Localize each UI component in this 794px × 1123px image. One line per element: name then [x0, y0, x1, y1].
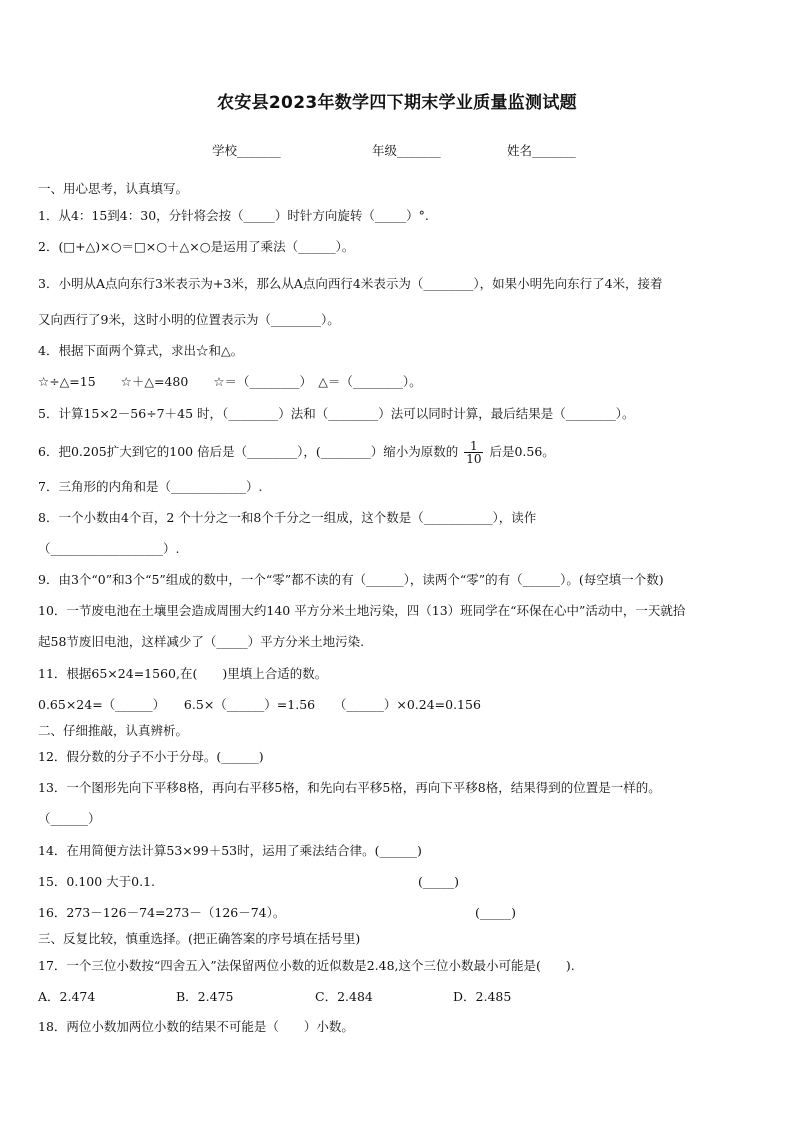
option-b: B．2.475 [176, 989, 234, 1004]
question-14: 14．在用简便方法计算53×99＋53时，运用了乘法结合律。(______) [38, 843, 422, 858]
question-13-line-2: （______） [38, 811, 101, 826]
section-heading-1: 一、用心思考，认真填写。 [38, 181, 189, 196]
option-d: D．2.485 [453, 989, 512, 1004]
question-15-blank: (_____) [418, 874, 460, 889]
question-10-line-1: 10．一节废电池在土壤里会造成周围大约140 平方分米土地污染，四（13）班同学在“环保在心中”活动中，一天就拾 [38, 603, 686, 618]
section-heading-3: 三、反复比较，慎重选择。(把正确答案的序号填在括号里) [38, 931, 361, 946]
question-12: 12．假分数的分子不小于分母。(______) [38, 749, 264, 764]
question-7: 7．三角形的内角和是（____________）. [38, 479, 263, 494]
question-16-text: 16．273－126－74=273－（126－74）。 [38, 905, 286, 920]
question-6-text-b: 后是0.56。 [489, 444, 555, 459]
fraction-denominator: 10 [466, 452, 482, 466]
question-2: 2．(□+△)×○＝□×○＋△×○是运用了乘法（______）。 [38, 239, 355, 254]
question-1: 1．从4：15到4：30，分针将会按（_____）时针方向旋转（_____）°. [38, 208, 429, 223]
question-11: 11．根据65×24=1560,在( )里填上合适的数。 [38, 666, 328, 681]
grade-field: 年级_______ [372, 143, 441, 158]
question-9: 9．由3个“0”和3个“5”组成的数中，一个“零”都不读的有（______），读两个“零”的有（______）。(每空填一个数) [38, 572, 664, 587]
question-11-equations: 0.65×24=（______） 6.5×（______）=1.56 （______）×0.24=0.156 [38, 697, 481, 712]
page-title: 农安县2023年数学四下期末学业质量监测试题 [217, 93, 577, 113]
name-field: 姓名_______ [507, 143, 576, 158]
question-17: 17．一个三位小数按“四舍五入”法保留两位小数的近似数是2.48,这个三位小数最小可能是( ). [38, 958, 575, 973]
option-c: C．2.484 [315, 989, 373, 1004]
question-8-line-2: （__________________）. [38, 541, 180, 556]
question-4: 4．根据下面两个算式，求出☆和△。 [38, 343, 244, 358]
question-10-line-2: 起58节废旧电池，这样减少了（_____）平方分米土地污染. [38, 634, 365, 649]
question-13-line-1: 13．一个图形先向下平移8格，再向右平移5格，和先向右平移5格，再向下平移8格，结果得到的位置是一样的。 [38, 780, 661, 795]
section-heading-2: 二、仔细推敲，认真辨析。 [38, 723, 189, 738]
question-3-line-1: 3．小明从A点向东行3米表示为+3米，那么从A点向西行4米表示为（________），如果小明先向东行了4米，接着 [38, 276, 663, 291]
question-16-blank: (_____) [475, 905, 517, 920]
question-4-equations: ☆÷△=15 ☆＋△=480 ☆＝（________） △＝（________）。 [38, 374, 422, 389]
question-5: 5．计算15×2－56÷7＋45 时，（________）法和（________）法可以同时计算，最后结果是（________）。 [38, 406, 635, 421]
question-18: 18．两位小数加两位小数的结果不可能是（ ）小数。 [38, 1019, 354, 1034]
question-6-text-a: 6．把0.205扩大到它的100 倍后是（________），(________）缩小为原数的 [38, 444, 459, 459]
question-15 [38, 873, 764, 891]
question-8-line-1: 8．一个小数由4个百，2 个十分之一和8个千分之一组成，这个数是（___________），读作 [38, 510, 537, 525]
fraction-numerator: 1 [464, 440, 483, 453]
school-field: 学校_______ [212, 143, 281, 158]
question-3-line-2: 又向西行了9米，这时小明的位置表示为（________）。 [38, 312, 340, 327]
fraction-one-tenth [464, 440, 483, 465]
option-a: A．2.474 [38, 989, 96, 1004]
question-16 [38, 904, 764, 922]
question-15-text: 15．0.100 大于0.1. [38, 874, 156, 889]
question-6 [38, 440, 764, 465]
